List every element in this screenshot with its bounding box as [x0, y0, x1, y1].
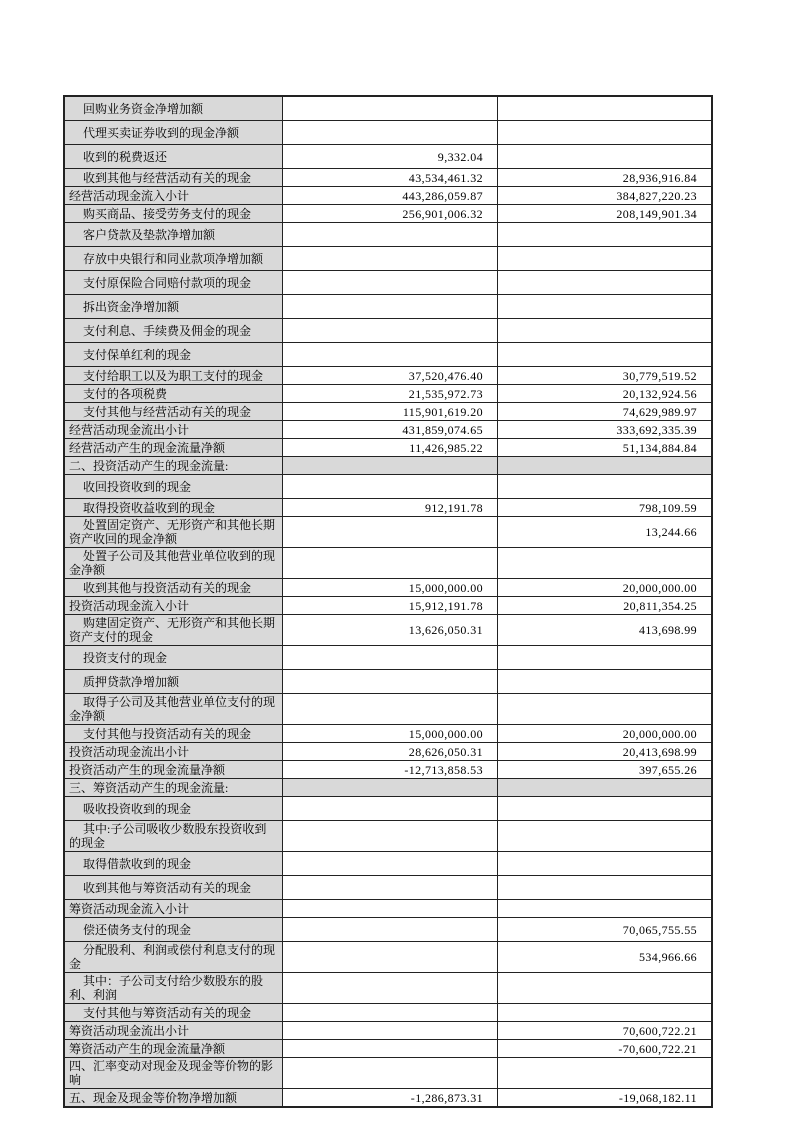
row-label: 质押贷款净增加额 [65, 670, 282, 693]
table-row [65, 97, 711, 120]
amount-prior-period [497, 319, 711, 342]
row-label: 取得投资收益收到的现金 [65, 499, 282, 516]
amount-prior-period: 70,600,722.21 [497, 1022, 711, 1039]
amount-prior-period: 74,629,989.97 [497, 403, 711, 420]
amount-current-period [282, 1022, 497, 1039]
amount-prior-period: -19,068,182.11 [497, 1089, 711, 1106]
row-label: 三、筹资活动产生的现金流量: [65, 779, 282, 796]
table-row [65, 186, 711, 204]
row-label: 回购业务资金净增加额 [65, 97, 282, 120]
amount-prior-period [497, 670, 711, 693]
table-row [65, 246, 711, 270]
amount-current-period [282, 319, 497, 342]
amount-prior-period [497, 1004, 711, 1021]
table-row [65, 669, 711, 693]
amount-current-period: 43,534,461.32 [282, 169, 497, 186]
row-label: 经营活动产生的现金流量净额 [65, 439, 282, 456]
row-label: 购建固定资产、无形资产和其他长期资产支付的现金 [65, 615, 282, 645]
section-header-row [65, 456, 711, 474]
amount-prior-period: 51,134,884.84 [497, 439, 711, 456]
amount-prior-period: 413,698.99 [497, 615, 711, 645]
amount-prior-period [497, 694, 711, 724]
amount-current-period: -12,713,858.53 [282, 761, 497, 778]
row-label: 支付其他与筹资活动有关的现金 [65, 1004, 282, 1021]
table-row [65, 596, 711, 614]
amount-current-period: 256,901,006.32 [282, 205, 497, 222]
amount-prior-period [497, 821, 711, 851]
amount-prior-period: 534,966.66 [497, 942, 711, 972]
amount-current-period [282, 223, 497, 246]
amount-current-period [282, 779, 497, 796]
amount-current-period: 13,626,050.31 [282, 615, 497, 645]
amount-current-period: 443,286,059.87 [282, 187, 497, 204]
amount-current-period [282, 475, 497, 498]
table-row [65, 578, 711, 596]
row-label: 投资支付的现金 [65, 646, 282, 669]
table-row [65, 384, 711, 402]
amount-prior-period [497, 247, 711, 270]
row-label: 筹资活动现金流入小计 [65, 900, 282, 917]
table-row [65, 204, 711, 222]
amount-current-period [282, 457, 497, 474]
row-label: 五、现金及现金等价物净增加额 [65, 1089, 282, 1106]
amount-current-period [282, 942, 497, 972]
amount-current-period [282, 271, 497, 294]
amount-current-period [282, 900, 497, 917]
row-label: 投资活动产生的现金流量净额 [65, 761, 282, 778]
row-label: 取得子公司及其他营业单位支付的现金净额 [65, 694, 282, 724]
section-header-row [65, 778, 711, 796]
table-row [65, 917, 711, 941]
amount-current-period: 9,332.04 [282, 145, 497, 168]
row-label: 支付原保险合同赔付款项的现金 [65, 271, 282, 294]
row-label: 筹资活动现金流出小计 [65, 1022, 282, 1039]
table-row [65, 693, 711, 724]
amount-current-period [282, 876, 497, 899]
amount-prior-period [497, 475, 711, 498]
table-row [65, 270, 711, 294]
amount-prior-period [497, 223, 711, 246]
amount-current-period [282, 646, 497, 669]
row-label: 处置子公司及其他营业单位收到的现金净额 [65, 548, 282, 578]
amount-prior-period [497, 876, 711, 899]
amount-prior-period: 208,149,901.34 [497, 205, 711, 222]
amount-current-period [282, 295, 497, 318]
row-label: 支付其他与投资活动有关的现金 [65, 725, 282, 742]
amount-current-period: 15,912,191.78 [282, 597, 497, 614]
amount-current-period: 115,901,619.20 [282, 403, 497, 420]
amount-current-period: 28,626,050.31 [282, 743, 497, 760]
table-row [65, 796, 711, 820]
table-row [65, 1039, 711, 1057]
amount-current-period [282, 97, 497, 120]
row-label: 处置固定资产、无形资产和其他长期资产收回的现金净额 [65, 517, 282, 547]
row-label: 投资活动现金流出小计 [65, 743, 282, 760]
amount-prior-period: 20,000,000.00 [497, 579, 711, 596]
amount-prior-period [497, 646, 711, 669]
table-row [65, 516, 711, 547]
amount-prior-period: 13,244.66 [497, 517, 711, 547]
table-row [65, 875, 711, 899]
amount-current-period: 11,426,985.22 [282, 439, 497, 456]
amount-prior-period [497, 900, 711, 917]
table-row [65, 120, 711, 144]
table-row [65, 899, 711, 917]
table-row [65, 222, 711, 246]
table-row [65, 972, 711, 1003]
row-label: 存放中央银行和同业款项净增加额 [65, 247, 282, 270]
table-row [65, 168, 711, 186]
amount-current-period: 37,520,476.40 [282, 367, 497, 384]
amount-prior-period [497, 457, 711, 474]
table-row [65, 474, 711, 498]
amount-current-period [282, 247, 497, 270]
table-row [65, 941, 711, 972]
amount-current-period: 912,191.78 [282, 499, 497, 516]
table-row [65, 318, 711, 342]
amount-prior-period: 30,779,519.52 [497, 367, 711, 384]
amount-current-period [282, 670, 497, 693]
amount-prior-period [497, 1058, 711, 1088]
table-row [65, 498, 711, 516]
row-label: 经营活动现金流入小计 [65, 187, 282, 204]
amount-prior-period [497, 97, 711, 120]
amount-prior-period [497, 295, 711, 318]
row-label: 支付其他与经营活动有关的现金 [65, 403, 282, 420]
amount-prior-period: 333,692,335.39 [497, 421, 711, 438]
row-label: 投资活动现金流入小计 [65, 597, 282, 614]
amount-current-period [282, 918, 497, 941]
amount-current-period [282, 1004, 497, 1021]
table-row [65, 366, 711, 384]
row-label: 拆出资金净增加额 [65, 295, 282, 318]
amount-prior-period: 20,000,000.00 [497, 725, 711, 742]
amount-current-period [282, 343, 497, 366]
table-row [65, 851, 711, 875]
amount-current-period [282, 121, 497, 144]
row-label: 吸收投资收到的现金 [65, 797, 282, 820]
amount-prior-period [497, 852, 711, 875]
row-label: 收到其他与筹资活动有关的现金 [65, 876, 282, 899]
amount-current-period [282, 797, 497, 820]
row-label: 取得借款收到的现金 [65, 852, 282, 875]
row-label: 支付利息、手续费及佣金的现金 [65, 319, 282, 342]
amount-current-period [282, 852, 497, 875]
table-row [65, 1003, 711, 1021]
row-label: 购买商品、接受劳务支付的现金 [65, 205, 282, 222]
amount-current-period [282, 694, 497, 724]
table-row [65, 547, 711, 578]
table-row [65, 820, 711, 851]
amount-current-period: 15,000,000.00 [282, 725, 497, 742]
table-row [65, 645, 711, 669]
amount-prior-period [497, 343, 711, 366]
row-label: 支付的各项税费 [65, 385, 282, 402]
table-row [65, 1057, 711, 1088]
amount-current-period [282, 1040, 497, 1057]
amount-prior-period [497, 973, 711, 1003]
amount-current-period: 21,535,972.73 [282, 385, 497, 402]
table-row [65, 144, 711, 168]
amount-current-period [282, 1058, 497, 1088]
table-row [65, 1088, 711, 1106]
amount-prior-period [497, 121, 711, 144]
row-label: 偿还债务支付的现金 [65, 918, 282, 941]
amount-prior-period: -70,600,722.21 [497, 1040, 711, 1057]
amount-current-period: 15,000,000.00 [282, 579, 497, 596]
amount-prior-period: 28,936,916.84 [497, 169, 711, 186]
amount-prior-period: 397,655.26 [497, 761, 711, 778]
cash-flow-table [63, 95, 713, 1108]
table-row [65, 438, 711, 456]
row-label: 收到的税费返还 [65, 145, 282, 168]
row-label: 支付给职工以及为职工支付的现金 [65, 367, 282, 384]
amount-prior-period [497, 779, 711, 796]
row-label: 代理买卖证券收到的现金净额 [65, 121, 282, 144]
table-row [65, 402, 711, 420]
table-row [65, 420, 711, 438]
table-row [65, 760, 711, 778]
amount-prior-period: 20,132,924.56 [497, 385, 711, 402]
row-label: 筹资活动产生的现金流量净额 [65, 1040, 282, 1057]
table-row [65, 342, 711, 366]
row-label: 四、汇率变动对现金及现金等价物的影响 [65, 1058, 282, 1088]
amount-current-period [282, 548, 497, 578]
row-label: 收到其他与经营活动有关的现金 [65, 169, 282, 186]
amount-prior-period: 70,065,755.55 [497, 918, 711, 941]
amount-current-period: -1,286,873.31 [282, 1089, 497, 1106]
table-row [65, 724, 711, 742]
table-row [65, 294, 711, 318]
row-label: 其中:子公司吸收少数股东投资收到的现金 [65, 821, 282, 851]
row-label: 经营活动现金流出小计 [65, 421, 282, 438]
table-row [65, 1021, 711, 1039]
amount-prior-period [497, 797, 711, 820]
row-label: 收到其他与投资活动有关的现金 [65, 579, 282, 596]
row-label: 二、投资活动产生的现金流量: [65, 457, 282, 474]
amount-prior-period: 384,827,220.23 [497, 187, 711, 204]
row-label: 收回投资收到的现金 [65, 475, 282, 498]
amount-current-period [282, 821, 497, 851]
row-label: 客户贷款及垫款净增加额 [65, 223, 282, 246]
amount-prior-period: 798,109.59 [497, 499, 711, 516]
amount-prior-period [497, 271, 711, 294]
row-label: 其中：子公司支付给少数股东的股利、利润 [65, 973, 282, 1003]
amount-current-period [282, 973, 497, 1003]
table-row [65, 614, 711, 645]
amount-prior-period: 20,413,698.99 [497, 743, 711, 760]
amount-prior-period: 20,811,354.25 [497, 597, 711, 614]
row-label: 分配股利、利润或偿付利息支付的现金 [65, 942, 282, 972]
table-row [65, 742, 711, 760]
amount-prior-period [497, 548, 711, 578]
amount-current-period: 431,859,074.65 [282, 421, 497, 438]
row-label: 支付保单红利的现金 [65, 343, 282, 366]
amount-current-period [282, 517, 497, 547]
amount-prior-period [497, 145, 711, 168]
